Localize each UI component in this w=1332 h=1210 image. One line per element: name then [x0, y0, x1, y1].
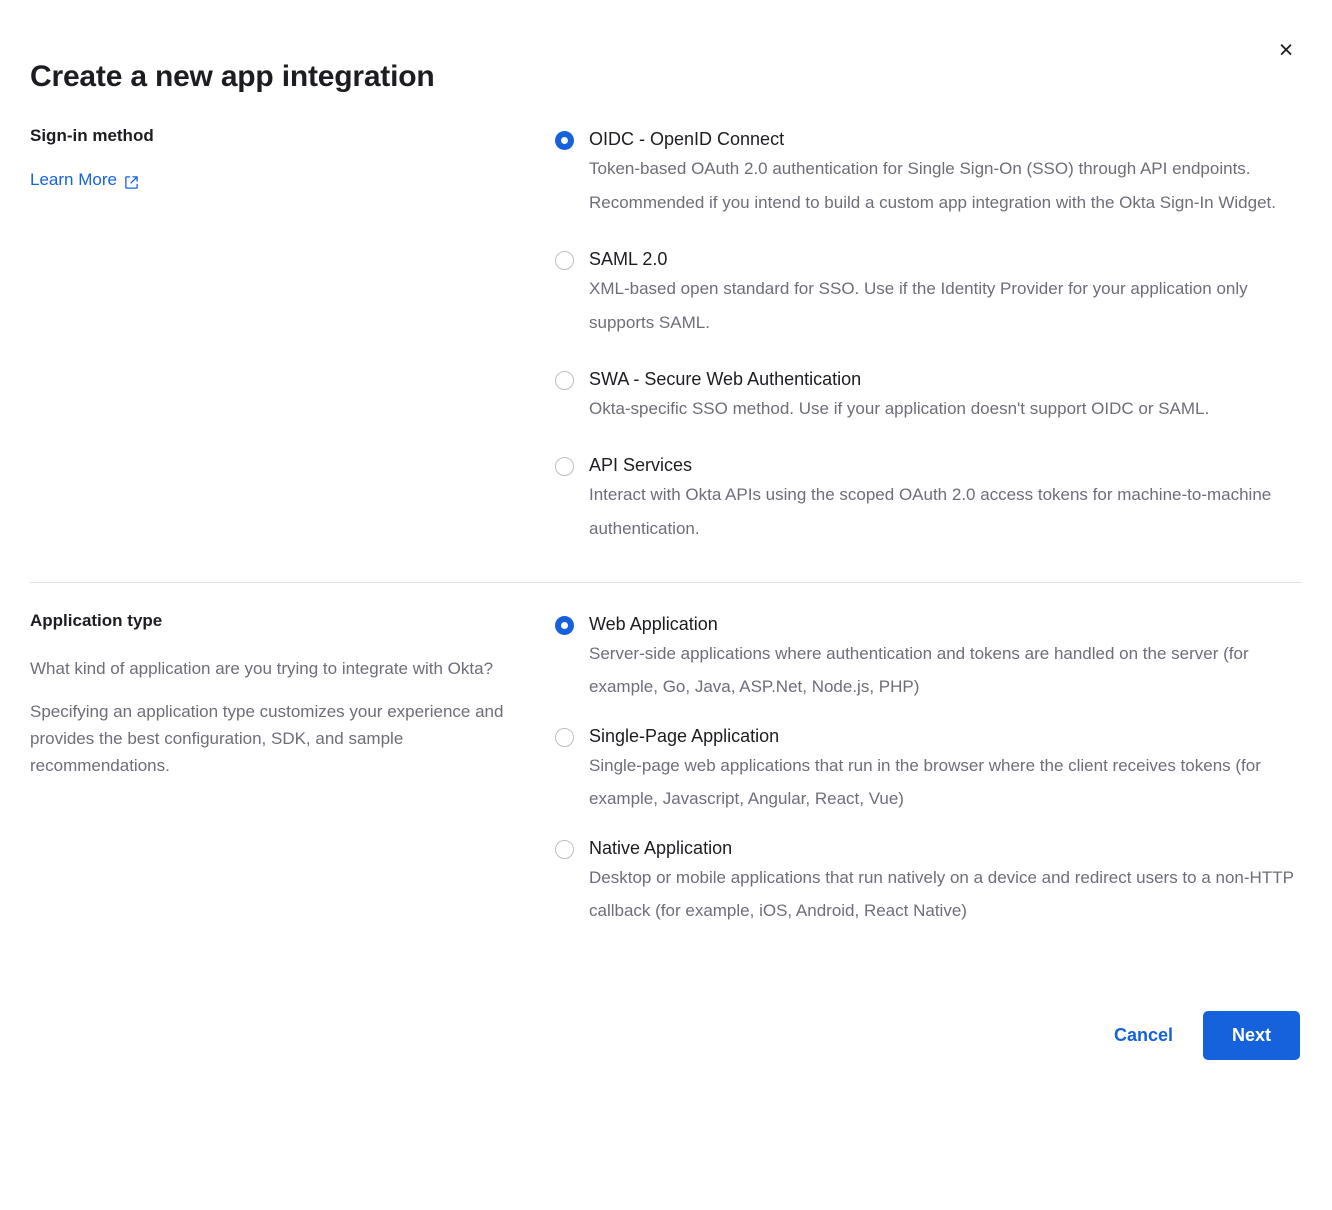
option-saml-title[interactable]: SAML 2.0 — [589, 249, 668, 269]
option-oidc-description: Token-based OAuth 2.0 authentication for Single Sign-On (SSO) through API endpoints. Recommended if you intend to build a custom app integration with the Okta Sign-In Widget. — [589, 159, 1276, 212]
radio-web-application[interactable] — [555, 616, 574, 635]
radio-single-page-application[interactable] — [555, 728, 574, 747]
option-api-services-description: Interact with Okta APIs using the scoped OAuth 2.0 access tokens for machine-to-machine authentication. — [589, 485, 1272, 538]
option-oidc[interactable] — [555, 126, 1302, 220]
external-link-icon — [124, 173, 139, 188]
sign-in-method-label: Sign-in method — [30, 126, 154, 145]
option-native-application-body — [589, 835, 1302, 927]
dialog-footer — [30, 947, 1302, 1060]
option-native-application-description: Desktop or mobile applications that run natively on a device and redirect users to a non-HTTP callback (for example, iOS, Android, React Native) — [589, 868, 1294, 920]
option-web-application-description: Server-side applications where authentication and tokens are handled on the server (for example, Go, Java, ASP.Net, Node.js, PHP) — [589, 644, 1249, 696]
option-swa[interactable] — [555, 366, 1302, 426]
option-oidc-body — [589, 126, 1302, 220]
application-type-help-1: What kind of application are you trying to integrate with Okta? — [30, 659, 494, 678]
application-type-left — [30, 609, 555, 779]
sign-in-method-left — [30, 124, 555, 192]
option-swa-description: Okta-specific SSO method. Use if your application doesn't support OIDC or SAML. — [589, 399, 1210, 418]
option-api-services-body — [589, 452, 1302, 546]
option-native-application[interactable] — [555, 835, 1302, 927]
option-web-application-body — [589, 611, 1302, 703]
option-swa-title[interactable]: SWA - Secure Web Authentication — [589, 369, 862, 389]
radio-saml[interactable] — [555, 251, 574, 270]
option-single-page-application-title[interactable]: Single-Page Application — [589, 726, 780, 746]
sign-in-method-options — [555, 124, 1302, 546]
next-button[interactable]: Next — [1203, 1011, 1300, 1060]
option-single-page-application[interactable] — [555, 723, 1302, 815]
application-type-section — [30, 583, 1302, 947]
option-web-application-title[interactable]: Web Application — [589, 614, 718, 634]
option-api-services-title[interactable]: API Services — [589, 455, 693, 475]
close-icon[interactable]: × — [1272, 36, 1300, 64]
radio-native-application[interactable] — [555, 840, 574, 859]
option-swa-body — [589, 366, 1302, 426]
application-type-help-2: Specifying an application type customizes your experience and provides the best configuration, SDK, and sample recommendations. — [30, 702, 504, 775]
sign-in-method-section — [30, 96, 1302, 546]
option-api-services[interactable] — [555, 452, 1302, 546]
application-type-options — [555, 609, 1302, 947]
option-single-page-application-body — [589, 723, 1302, 815]
radio-oidc[interactable] — [555, 131, 574, 150]
option-web-application[interactable] — [555, 611, 1302, 703]
option-single-page-application-description: Single-page web applications that run in the browser where the client receives tokens (for example, Javascript, Angular, React, Vue) — [589, 756, 1261, 808]
option-saml-description: XML-based open standard for SSO. Use if the Identity Provider for your application only supports SAML. — [589, 279, 1248, 332]
cancel-button[interactable]: Cancel — [1106, 1015, 1181, 1056]
application-type-label: Application type — [30, 611, 163, 630]
option-native-application-title[interactable]: Native Application — [589, 838, 733, 858]
option-saml-body — [589, 246, 1302, 340]
radio-api-services[interactable] — [555, 457, 574, 476]
option-oidc-title[interactable]: OIDC - OpenID Connect — [589, 129, 785, 149]
learn-more-link[interactable] — [30, 168, 139, 192]
learn-more-label: Learn More — [30, 170, 117, 189]
option-saml[interactable] — [555, 246, 1302, 340]
page-title: Create a new app integration — [30, 60, 435, 93]
radio-swa[interactable] — [555, 371, 574, 390]
